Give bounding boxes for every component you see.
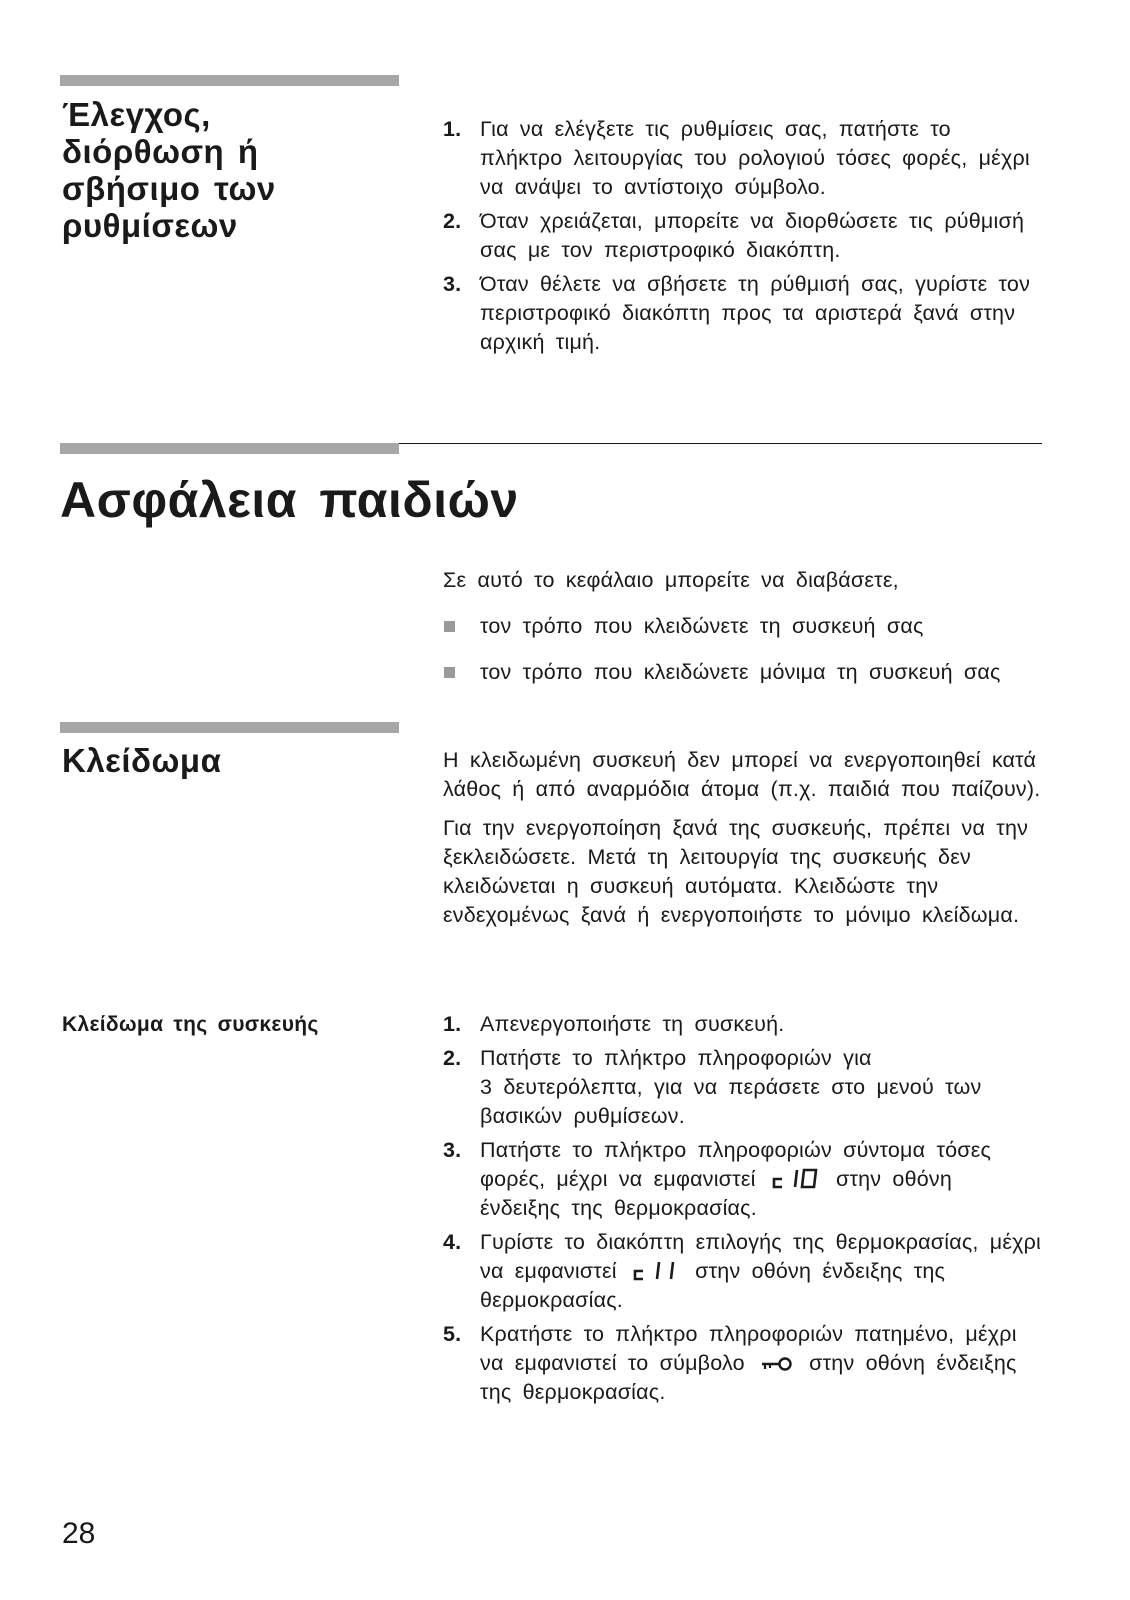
list-item [443,1010,1043,1039]
display-code-c10 [771,1167,821,1189]
page-title: Ασφάλεια παιδιών [60,472,519,528]
step-text: Γυρίστε το διακόπτη επιλογής της θερμοκρασίας, μέχρι να εμφανιστεί [480,1230,1041,1283]
step-text: Πατήστε το πλήκτρο πληροφοριών σύντομα τόσες φορές, μέχρι να εμφανιστεί [480,1138,992,1191]
list-item [443,270,1043,357]
page-number: 28 [62,1517,96,1550]
lock-steps [443,1010,1043,1412]
step-number: 3. [443,1138,462,1162]
section-bar-lock [60,722,399,733]
step-text-continued: 3 δευτερόλεπτα, για να περάσετε στο μενού των βασικών ρυθμίσεων. [480,1075,982,1128]
list-item [443,612,1063,641]
list-item [443,115,1043,202]
section-heading-check-settings: Έλεγχος, διόρθωση ή σβήσιμο των ρυθμίσεων [62,96,276,244]
section1-steps [443,115,1043,362]
step-text: Κρατήστε το πλήκτρο πληροφοριών πατημένο, μέχρι να εμφανιστεί το σύμβολο [480,1322,1017,1375]
subheading-lock-device: Κλείδωμα της συσκευής [62,1013,319,1036]
list-item [443,207,1043,265]
step-text: Όταν θέλετε να σβήσετε τη ρύθμισή σας, γυρίστε τον περιστροφικό διακόπτη προς τα αριστερά ξανά στην αρχική τιμή. [480,272,1031,354]
step-text: Όταν χρειάζεται, μπορείτε να διορθώσετε τις ρύθμισή σας με τον περιστροφικό διακόπτη. [480,209,1025,262]
display-code-c11 [632,1259,680,1281]
lock-description [443,746,1043,940]
step-number: 1. [443,117,462,141]
lock-paragraph-1: Η κλειδωμένη συσκευή δεν μπορεί να ενεργοποιηθεί κατά λάθος ή από αναρμόδια άτομα (π.χ. παιδιά που παίζουν). [443,748,1041,801]
step-text: Απενεργοποιήστε τη συσκευή. [480,1012,785,1036]
bullet-text: τον τρόπο που κλειδώνετε τη συσκευή σας [480,614,924,638]
bullet-text: τον τρόπο που κλειδώνετε μόνιμα τη συσκευή σας [480,660,1001,684]
section-bar-top [60,75,399,86]
list-item [443,1044,1043,1131]
step-number: 2. [443,1046,462,1070]
list-item [443,1320,1043,1407]
intro-text: Σε αυτό το κεφάλαιο μπορείτε να διαβάσετε, [443,568,899,592]
key-lock-icon [760,1355,794,1373]
step-number: 3. [443,272,462,296]
step-text-continued: στην οθόνη ένδειξης της θερμοκρασίας. [480,1351,1017,1404]
step-text: Πατήστε το πλήκτρο πληροφοριών για [480,1046,872,1070]
step-text: Για να ελέγξετε τις ρυθμίσεις σας, πατήστε το πλήκτρο λειτουργίας του ρολογιού τόσες φορές, μέχρι να ανάψει το αντίστοιχο σύμβολο. [480,117,1030,199]
bullet-square-icon [444,667,455,678]
list-item [443,1228,1043,1315]
step-number: 1. [443,1012,462,1036]
step-text-continued: στην οθόνη ένδειξης της θερμοκρασίας. [480,1259,946,1312]
list-item [443,1136,1043,1223]
chapter-rule [399,443,1042,444]
step-number: 4. [443,1230,462,1254]
bullet-square-icon [444,621,455,632]
list-item [443,658,1063,687]
step-number: 5. [443,1322,462,1346]
step-text-continued: στην οθόνη ένδειξης της θερμοκρασίας. [480,1167,953,1220]
step-number: 2. [443,209,462,233]
lock-paragraph-2: Για την ενεργοποίηση ξανά της συσκευής, πρέπει να την ξεκλειδώσετε. Μετά τη λειτουργία της συσκευής δεν κλειδώνεται η συσκευή αυτόματα. Κλειδώστε την ενδεχομένως ξανά ή ενεργοποιήστε το μόνιμο κλείδωμα. [443,816,1029,927]
section-heading-lock: Κλείδωμα [62,742,222,779]
chapter-intro [443,566,1063,704]
chapter-bar [60,443,399,454]
